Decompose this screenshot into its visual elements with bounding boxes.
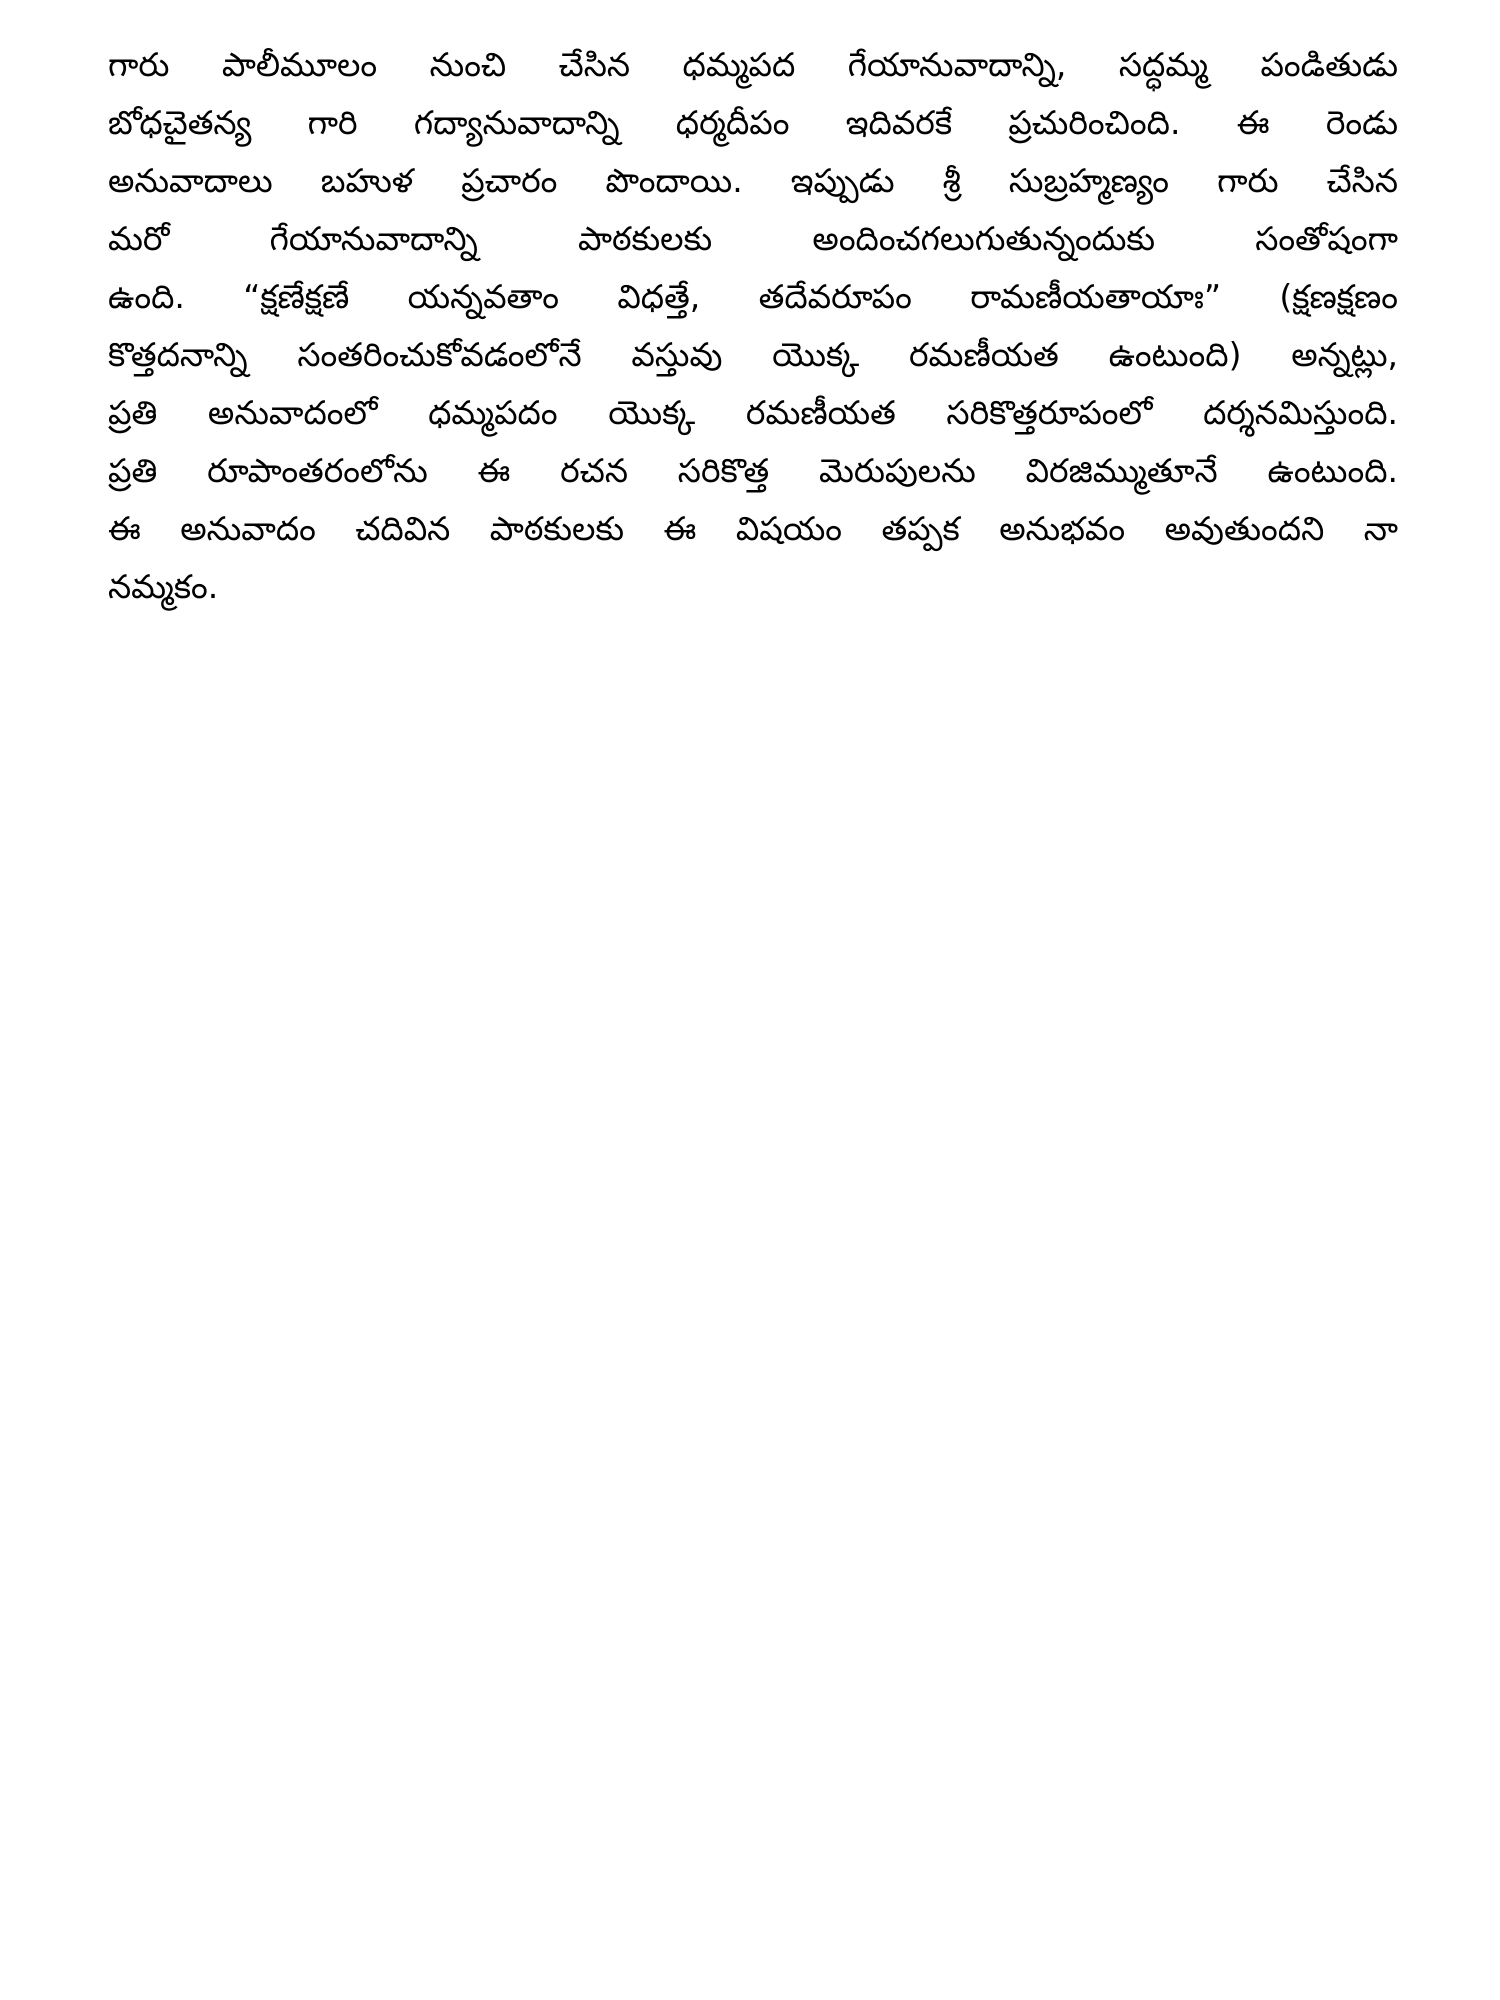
text-line-5: ఉంది. “క్షణేక్షణే యన్నవతాం విధత్తే, తదేవరూపం రామణీయతాయాః” (క్షణక్షణం	[108, 277, 1398, 316]
text-line-1: గారు పాలీమూలం నుంచి చేసిన ధమ్మపద గేయానువాదాన్ని, సద్ధమ్మ పండితుడు	[108, 45, 1398, 84]
text-line-9: ఈ అనువాదం చదివిన పాఠకులకు ఈ విషయం తప్పక అనుభవం అవుతుందని నా	[108, 509, 1398, 548]
text-line-6: కొత్తదనాన్ని సంతరించుకోవడంలోనే వస్తువు యొక్క రమణీయత ఉంటుంది) అన్నట్లు,	[108, 335, 1398, 374]
text-line-4: మరో గేయానువాదాన్ని పాఠకులకు అందించగలుగుతున్నందుకు సంతోషంగా	[108, 219, 1398, 258]
text-line-2: బోధచైతన్య గారి గద్యానువాదాన్ని ధర్మదీపం ఇదివరకే ప్రచురించింది. ఈ రెండు	[108, 103, 1398, 142]
text-line-3: అనువాదాలు బహుళ ప్రచారం పొందాయి. ఇప్పుడు శ్రీ సుబ్రహ్మణ్యం గారు చేసిన	[108, 161, 1398, 200]
body-paragraph	[108, 36, 1398, 616]
text-line-10: నమ్మకం.	[108, 567, 219, 606]
text-line-7: ప్రతి అనువాదంలో ధమ్మపదం యొక్క రమణీయత సరికొత్తరూపంలో దర్శనమిస్తుంది.	[108, 393, 1398, 432]
text-line-8: ప్రతి రూపాంతరంలోను ఈ రచన సరికొత్త మెరుపులను విరజిమ్ముతూనే ఉంటుంది.	[108, 451, 1398, 490]
